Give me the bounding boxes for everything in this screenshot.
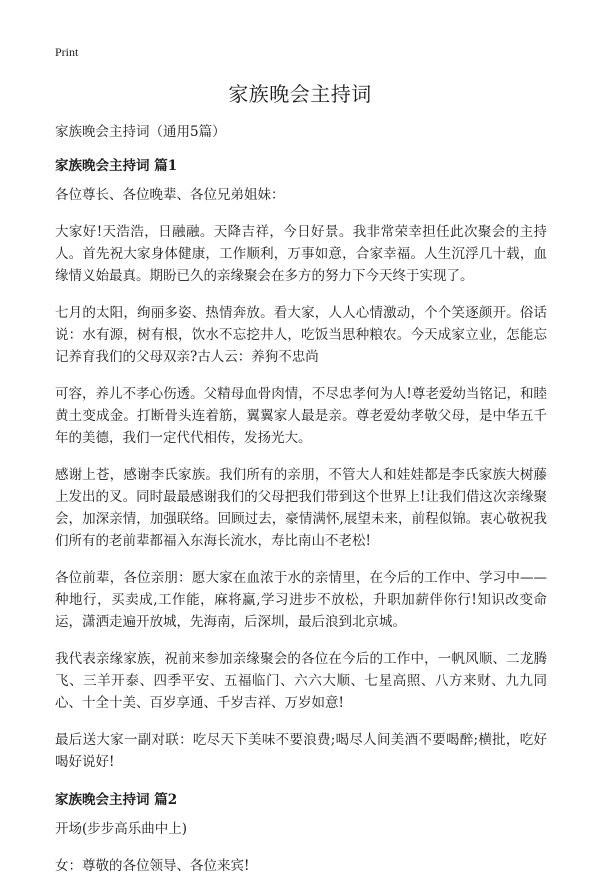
document-subtitle: 家族晚会主持词（通用5篇） [55, 124, 226, 140]
print-link[interactable]: Print [55, 45, 79, 59]
paragraph: 开场(步步高乐曲中上) [55, 821, 188, 837]
document-body [55, 120, 547, 892]
section-heading: 家族晚会主持词 篇1 [55, 158, 178, 174]
paragraph: 我代表亲缘家族，祝前来参加亲缘聚会的各位在今后的工作中，一帆风顺、二龙腾飞、三羊开泰、四季平安、五福临门、六六大顺、七星高照、八方来财、九九同心、十全十美、百岁享通、千岁吉祥、万岁如意! [55, 651, 547, 711]
section-heading: 家族晚会主持词 篇2 [55, 792, 178, 808]
paragraph: 各位尊长、各位晚辈、各位兄弟姐妹： [55, 187, 285, 203]
paragraph: 各位前辈，各位亲朋：愿大家在血浓于水的亲情里，在今后的工作中、学习中——种地行，买卖成,工作能，麻将赢,学习进步不放松，升职加薪伴你行!知识改变命运，潇洒走遍开放城，先海南，后深圳，最后浪到北京城。 [55, 570, 547, 630]
paragraph: 感谢上苍，感谢李氏家族。我们所有的亲朋，不管大人和娃娃都是李氏家族大树藤上发出的叉。同时最最感谢我们的父母把我们带到这个世界上!让我们借这次亲缘聚会，加深亲情，加强联络。回顾过去，豪情满怀,展望未来，前程似锦。衷心敬祝我们所有的老前辈都福入东海长流水，寿比南山不老松! [55, 467, 547, 549]
paragraph: 大家好!天浩浩，日融融。天降吉祥，今日好景。我非常荣幸担任此次聚会的主持人。首先祝大家身体健康，工作顺利，万事如意，合家幸福。人生沉浮几十载，血缘情义始最真。期盼已久的亲缘聚会在多方的努力下今天终于实现了。 [55, 224, 547, 284]
paragraph: 七月的太阳，绚丽多姿、热情奔放。看大家，人人心情激动，个个笑逐颜开。俗话说：水有源，树有根，饮水不忘挖井人，吃饭当思种粮农。今天成家立业，怎能忘记养育我们的父母双亲?古人云：养狗不忠尚 [55, 305, 547, 365]
paragraph: 可容，养儿不孝心伤透。父精母血骨肉情，不尽忠孝何为人!尊老爱幼当铭记，和睦黄土变成金。打断骨头连着筋，翼翼家人最是亲。尊老爱幼孝敬父母，是中华五千年的美德，我们一定代代相传，发扬光大。 [55, 386, 547, 446]
page-title: 家族晚会主持词 [228, 82, 372, 106]
paragraph: 女：尊敬的各位领导、各位来宾! [55, 858, 250, 874]
paragraph: 最后送大家一副对联：吃尽天下美味不要浪费;喝尽人间美酒不要喝醉;横批，吃好喝好说好! [55, 732, 547, 770]
